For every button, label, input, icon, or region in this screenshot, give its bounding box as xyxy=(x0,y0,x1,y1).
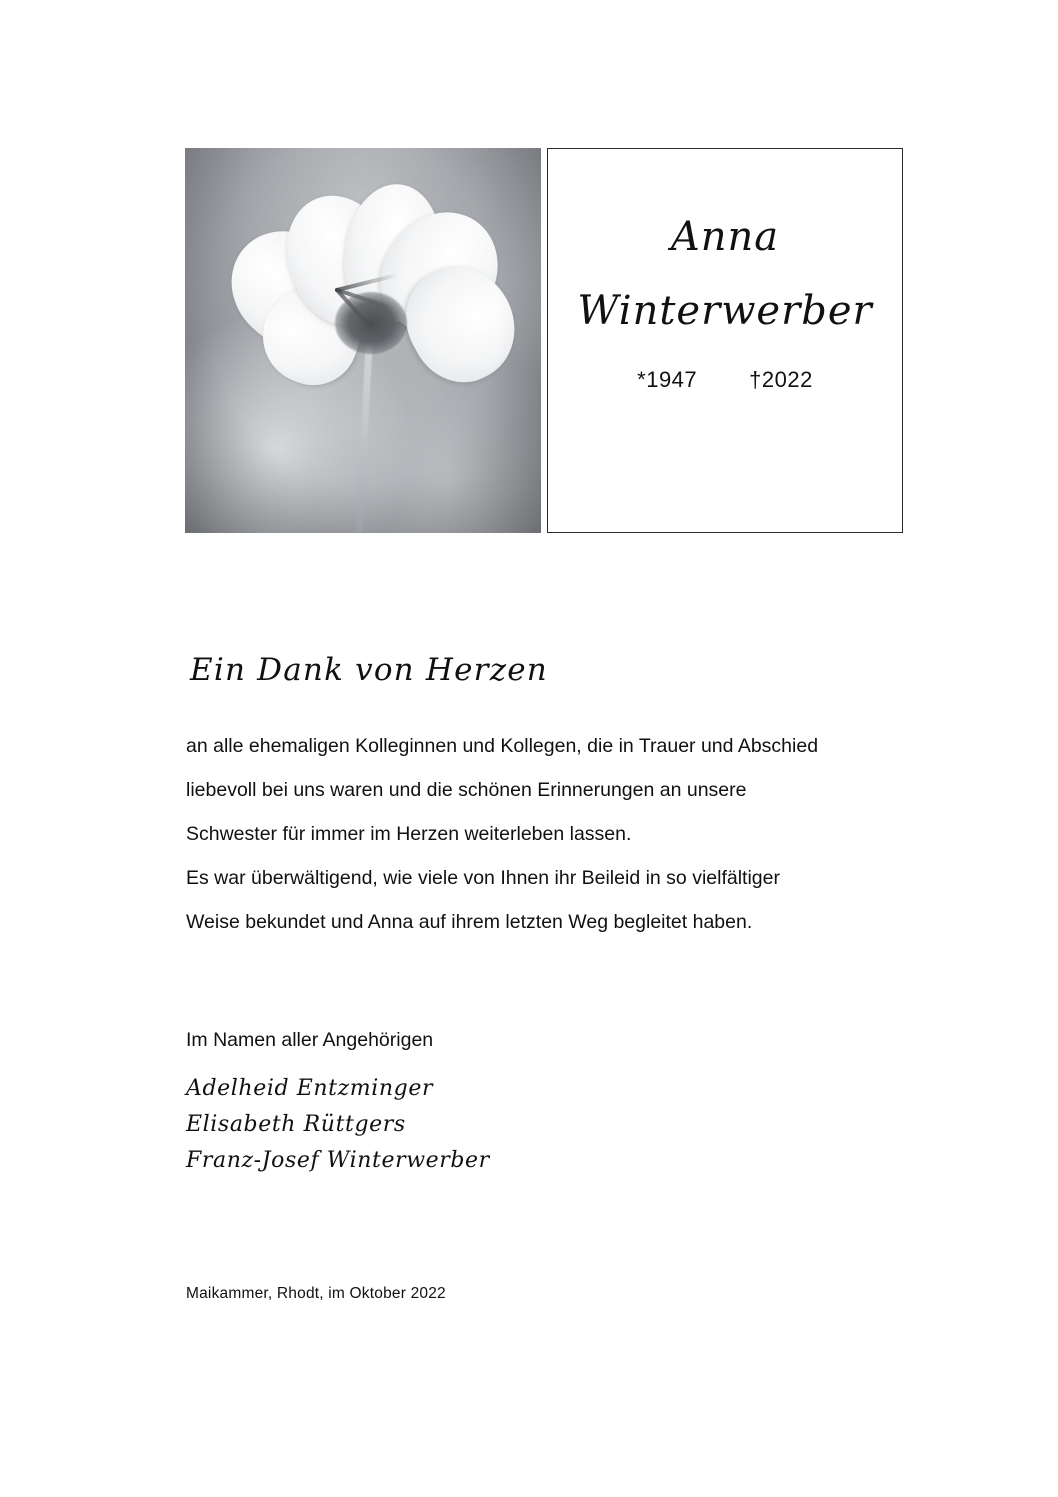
signature-name: Adelheid Entzminger xyxy=(186,1076,434,1101)
body-line: Weise bekundet und Anna auf ihrem letzten Weg begleitet haben. xyxy=(186,911,753,933)
thanks-title: Ein Dank von Herzen xyxy=(190,652,548,688)
flower-photo xyxy=(185,148,541,533)
deceased-first-name: Anna xyxy=(670,214,780,260)
body-line: Es war überwältigend, wie viele von Ihnen ihr Beileid in so vielfältiger xyxy=(186,867,780,889)
birth-year: *1947 xyxy=(637,367,698,392)
place-and-date: Maikammer, Rhodt, im Oktober 2022 xyxy=(186,1285,446,1302)
signature-name: Franz-Josef Winterwerber xyxy=(186,1148,490,1173)
body-line: an alle ehemaligen Kolleginnen und Kollegen, die in Trauer und Abschied xyxy=(186,735,819,757)
signature-name: Elisabeth Rüttgers xyxy=(186,1112,406,1137)
life-dates xyxy=(637,367,813,393)
closing-line: Im Namen aller Angehörigen xyxy=(186,1029,434,1051)
name-plate xyxy=(547,148,903,533)
death-year: †2022 xyxy=(749,367,813,392)
body-line: Schwester für immer im Herzen weiterleben lassen. xyxy=(186,823,632,845)
memorial-header-block xyxy=(185,148,903,533)
deceased-last-name: Winterwerber xyxy=(577,288,873,334)
closing-block xyxy=(186,1025,886,1179)
body-line: liebevoll bei uns waren und die schönen Erinnerungen an unsere xyxy=(186,779,747,801)
thanks-body xyxy=(186,724,946,944)
photo-vignette xyxy=(185,148,541,533)
